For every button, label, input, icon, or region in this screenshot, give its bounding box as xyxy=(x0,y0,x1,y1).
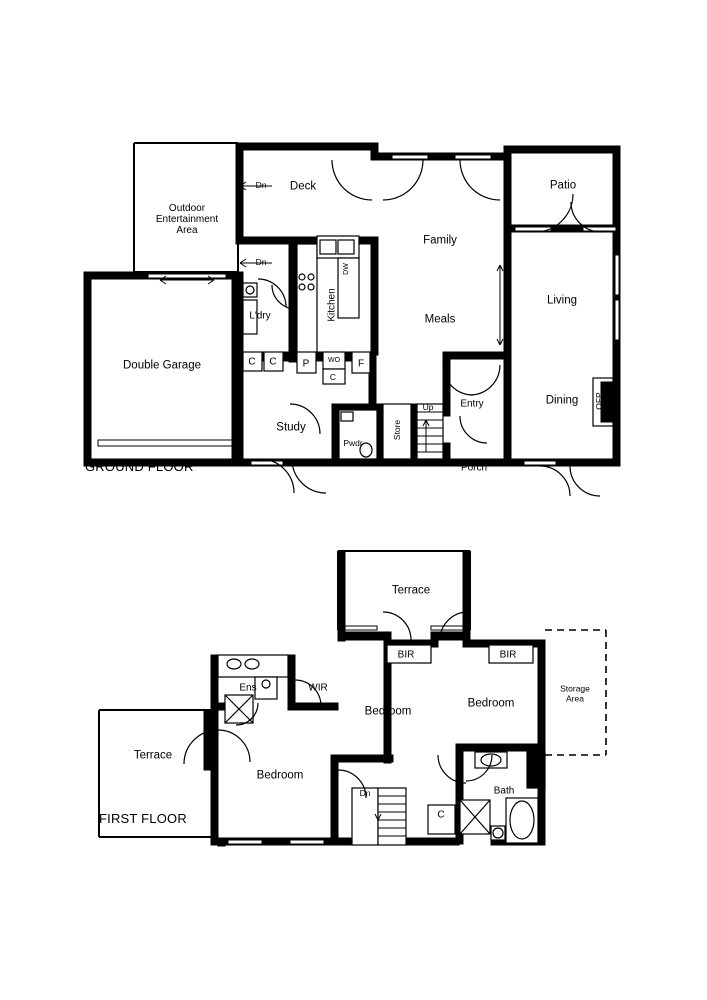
room-terrace-upper: Terrace xyxy=(391,584,431,597)
room-family: Family xyxy=(423,234,457,247)
room-entry: Entry xyxy=(460,398,484,410)
first-floor-title: FIRST FLOOR xyxy=(99,811,187,826)
annotation-open-fireplace: OFP xyxy=(594,392,605,410)
room-bedroom-right: Bedroom xyxy=(467,697,515,710)
room-study: Study xyxy=(276,421,306,434)
room-walk-in-robe: WIR xyxy=(308,682,328,694)
room-porch: Porch xyxy=(460,462,488,474)
annotation-stairs-dn: Dn xyxy=(359,788,371,799)
room-double-garage: Double Garage xyxy=(123,359,201,372)
room-kitchen: Kitchen xyxy=(326,288,338,322)
annotation-dn-outdoor: Dn xyxy=(255,257,267,268)
annotation-stairs-up: Up xyxy=(422,402,434,413)
room-terrace-left: Terrace xyxy=(133,749,173,762)
ground-floor-title: GROUND FLOOR xyxy=(85,459,194,474)
annotation-bir-2: BIR xyxy=(499,649,517,661)
room-outdoor-entertainment-area: Outdoor Entertainment Area xyxy=(155,203,219,237)
room-ensuite: Ens xyxy=(239,682,257,694)
annotation-cupboard-1: C xyxy=(248,356,256,368)
room-patio: Patio xyxy=(549,179,577,192)
room-deck: Deck xyxy=(289,180,317,193)
annotation-cupboard-3: C xyxy=(329,372,337,383)
room-powder: Pwdr xyxy=(343,438,363,449)
room-dining: Dining xyxy=(545,394,579,407)
room-store: Store xyxy=(392,419,403,441)
room-bedroom-middle: Bedroom xyxy=(364,705,412,718)
room-meals: Meals xyxy=(424,313,456,326)
appliance-dishwasher: DW xyxy=(343,263,351,275)
annotation-dn-deck: Dn xyxy=(255,180,267,191)
annotation-bir-1: BIR xyxy=(397,649,415,661)
room-bath: Bath xyxy=(493,785,515,797)
annotation-wall-oven: WO xyxy=(327,357,341,365)
room-storage-area: Storage Area xyxy=(560,683,590,703)
room-living: Living xyxy=(546,294,578,307)
room-bedroom-left: Bedroom xyxy=(256,769,304,782)
annotation-cupboard-2: C xyxy=(269,356,277,368)
room-laundry: L'dry xyxy=(249,310,271,322)
annotation-pantry: P xyxy=(302,358,310,370)
annotation-fridge: F xyxy=(357,358,365,370)
annotation-cupboard-hall: C xyxy=(437,809,445,821)
